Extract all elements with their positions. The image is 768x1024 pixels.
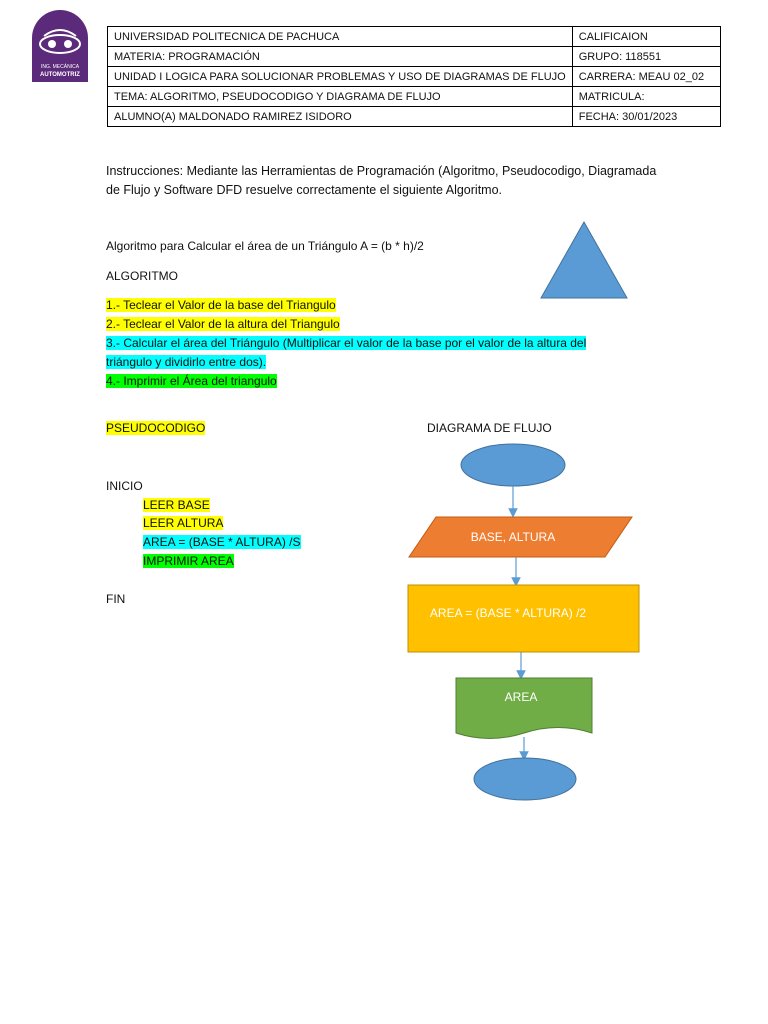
algorithm-heading: ALGORITMO: [106, 269, 179, 283]
header-unit: UNIDAD I LOGICA PARA SOLUCIONAR PROBLEMAS Y USO DE DIAGRAMAS DE FLUJO: [108, 67, 573, 87]
algorithm-step-2: 2.- Teclear el Valor de la altura del Triangulo: [106, 317, 340, 331]
pseudocode-fin: FIN: [106, 592, 126, 606]
pseudocode-heading: PSEUDOCODIGO: [106, 421, 206, 435]
header-student: ALUMNO(A) MALDONADO RAMIREZ ISIDORO: [108, 107, 573, 127]
pseudocode-line-3: AREA = (BASE * ALTURA) /S: [143, 535, 301, 549]
pseudocode-line-1: LEER BASE: [143, 498, 210, 512]
algorithm-step-4: 4.- Imprimir el Área del triangulo: [106, 374, 277, 388]
flowchart-heading: DIAGRAMA DE FLUJO: [427, 421, 552, 435]
header-enrollment: MATRICULA:: [572, 87, 720, 107]
logo-text-bottom: AUTOMOTRIZ: [40, 72, 80, 78]
process-label: AREA = (BASE * ALTURA) /2: [429, 606, 587, 620]
algorithm-step-3b: triángulo y dividirlo entre dos).: [106, 355, 267, 369]
start-terminal: [461, 444, 565, 486]
output-label: AREA: [504, 690, 538, 704]
header-group: GRUPO: 118551: [572, 47, 720, 67]
end-terminal: [474, 758, 576, 800]
header-topic: TEMA: ALGORITMO, PSEUDOCODIGO Y DIAGRAMA DE FLUJO: [108, 87, 573, 107]
instructions-line-2: de Flujo y Software DFD resuelve correctamente el siguiente Algoritmo.: [106, 183, 503, 197]
logo-text-top: ING. MECÁNICA: [40, 64, 80, 70]
algorithm-title: Algoritmo para Calcular el área de un Triángulo A = (b * h)/2: [106, 239, 424, 253]
pseudocode-line-4: IMPRIMIR AREA: [143, 554, 234, 568]
header-grade: CALIFICAION: [572, 27, 720, 47]
algorithm-step-1: 1.- Teclear el Valor de la base del Triangulo: [106, 298, 336, 312]
pseudocode-line-2: LEER ALTURA: [143, 516, 224, 530]
header-career: CARRERA: MEAU 02_02: [572, 67, 720, 87]
algorithm-step-3a: 3.- Calcular el área del Triángulo (Multiplicar el valor de la base por el valor de la altura del: [106, 336, 587, 350]
input-label: BASE, ALTURA: [470, 530, 556, 544]
pseudocode-inicio: INICIO: [106, 479, 143, 493]
instructions-line-1: Instrucciones: Mediante las Herramientas de Programación (Algoritmo, Pseudocodigo, Diagramada: [106, 164, 657, 178]
header-university: UNIVERSIDAD POLITECNICA DE PACHUCA: [108, 27, 573, 47]
triangle-shape: [541, 222, 627, 298]
header-date: FECHA: 30/01/2023: [572, 107, 720, 127]
header-subject: MATERIA: PROGRAMACIÓN: [108, 47, 573, 67]
output-document: [456, 678, 592, 739]
